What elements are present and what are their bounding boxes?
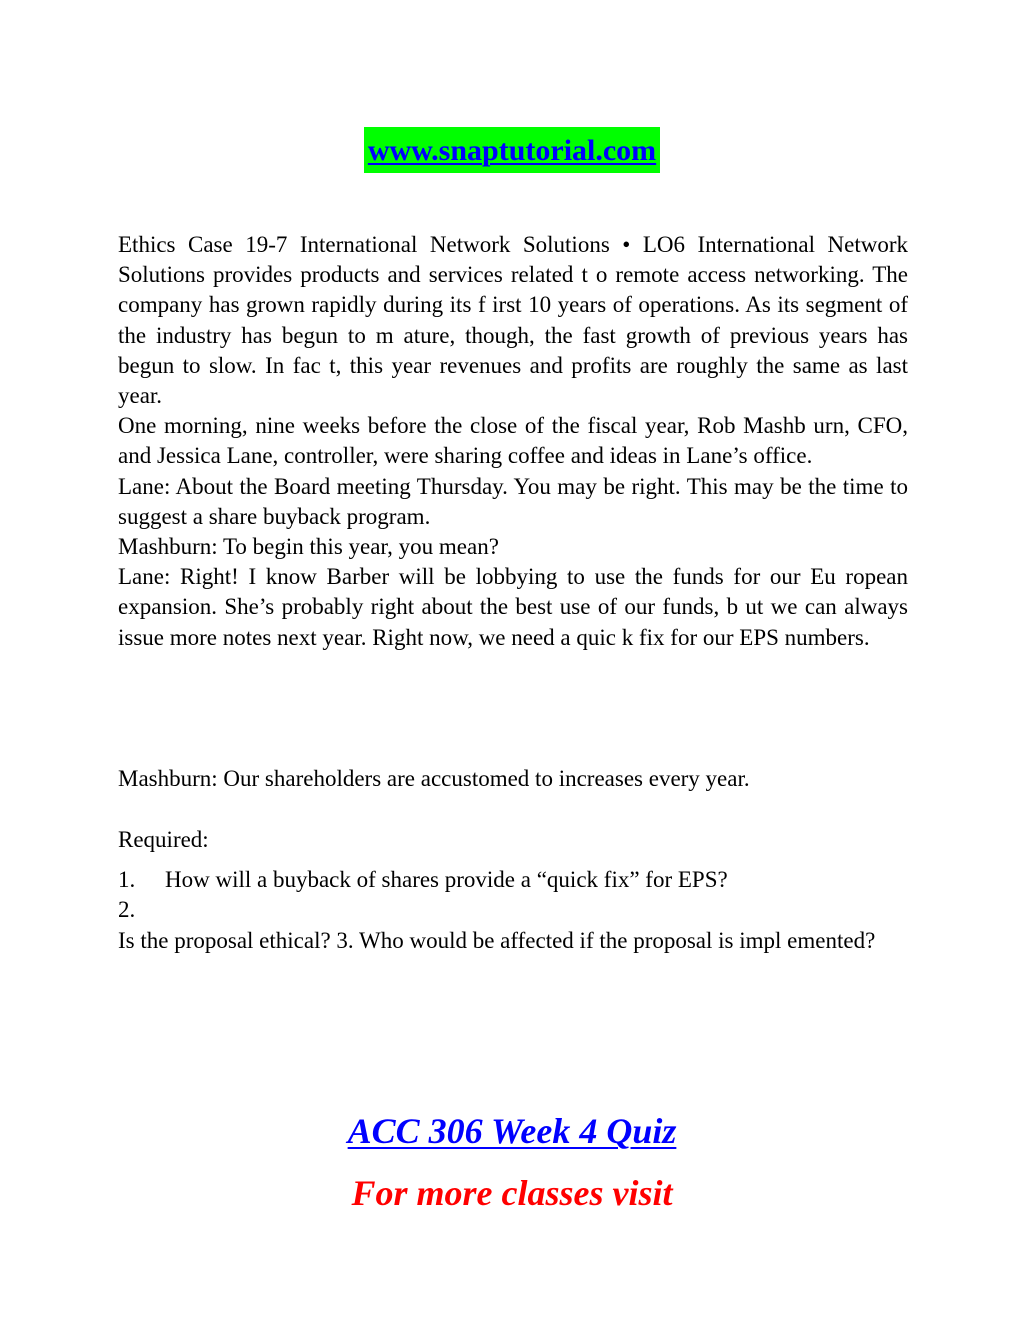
closing-line-block — [118, 764, 908, 794]
more-classes-text: For more classes visit — [351, 1173, 673, 1213]
case-paragraph-intro: Ethics Case 19-7 International Network Solutions • LO6 International Network Solutions provides products and services related t o remote access networking. The company has grown rapidly during its f irst 10 years of operations. As its segment of the industry has begun to m ature, though, the fast growth of previous years has begun to slow. In fac t, this year revenues and profits are roughly the same as last year. — [118, 232, 908, 409]
required-section — [118, 825, 908, 956]
course-title-container — [0, 1110, 1024, 1152]
case-closing-line: Mashburn: Our shareholders are accustomed to increases every year. — [118, 766, 750, 791]
required-item-2-text: Is the proposal ethical? 3. Who would be affected if the proposal is impl emented? — [118, 927, 876, 953]
site-link[interactable]: www.snaptutorial.com — [364, 127, 660, 173]
required-item-1 — [118, 865, 908, 895]
more-classes-container — [0, 1172, 1024, 1214]
required-item-1-number: 1. — [118, 867, 136, 893]
case-paragraph-lane-expansion: Lane: Right! I know Barber will be lobbying to use the funds for our Eu ropean expansion. She’s probably right about the best use of our funds, b ut we can always issue more notes next year. Right now, we need a quic k fix for our EPS numbers. — [118, 564, 908, 650]
site-link-container — [0, 127, 1024, 173]
case-text — [118, 230, 908, 653]
course-title-link[interactable]: ACC 306 Week 4 Quiz — [347, 1111, 677, 1151]
case-paragraph-mashburn-question: Mashburn: To begin this year, you mean? — [118, 534, 499, 560]
case-paragraph-lane-board: Lane: About the Board meeting Thursday. You may be right. This may be the time to suggest a share buyback program. — [118, 473, 908, 529]
required-heading: Required: — [118, 827, 209, 852]
required-item-2-number: 2. — [118, 897, 136, 923]
required-item-1-text: How will a buyback of shares provide a “quick fix” for EPS? — [165, 867, 728, 893]
case-paragraph-meeting: One morning, nine weeks before the close of the fiscal year, Rob Mashb urn, CFO, and Jessica Lane, controller, were sharing coffee and ideas in Lane’s office. — [118, 413, 908, 469]
